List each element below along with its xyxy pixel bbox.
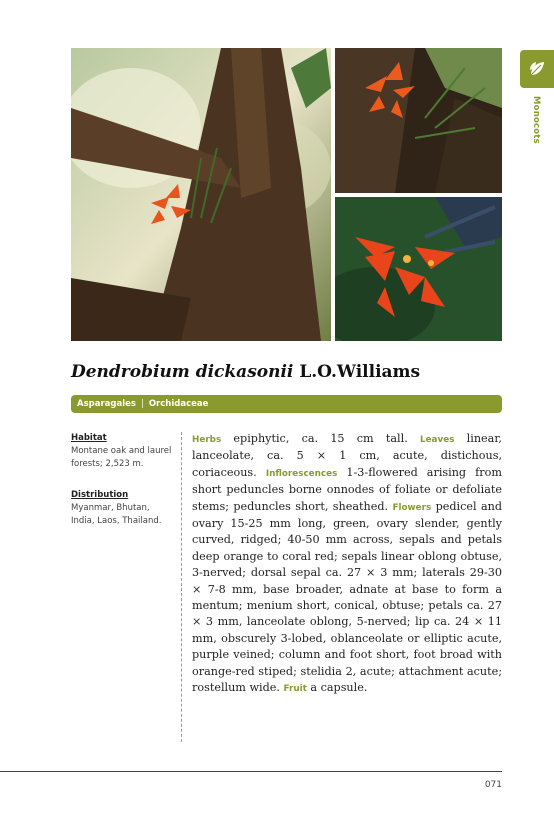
leaf-icon xyxy=(527,59,547,79)
column-divider xyxy=(181,432,182,742)
taxon-separator: | xyxy=(140,399,144,409)
info-column xyxy=(71,433,175,528)
herbs-text: epiphytic, ca. 15 cm tall. xyxy=(221,432,420,445)
fruit-text: a capsule. xyxy=(306,681,368,695)
photo-bottom-right xyxy=(335,197,502,341)
side-tab-label: Monocots xyxy=(531,96,541,144)
photo-top-right xyxy=(335,48,502,193)
leaves-label: Leaves xyxy=(419,435,455,445)
flowers-label: Flowers xyxy=(392,502,432,513)
inflorescences-text: 1-3-flowered arising from short peduncles borne onnodes of foliate or defoliate stems; peduncles short, sheathed. xyxy=(192,465,503,513)
distribution-heading: Distribution xyxy=(71,490,129,500)
leaves-text: linear, lanceolate, ca. 5 × 1 cm, acute, distichous, coriaceous. xyxy=(192,432,502,479)
taxon-family: Orchidaceae xyxy=(148,399,209,409)
flowers-text: pedicel and ovary 15-25 mm long, green, ovary slender, gently curved, ridged; 40-50 mm across, sepals and petals deep orange to coral red; sepals linear oblong obtuse, 3-nerved; dorsal sepal ca. 27 × 3 mm; laterals 29-30 × 7-8 mm, base broader, adnate at base to form a mentum; menium short, conical, obtuse; petals ca. 27 × 3 mm, lanceolate oblong, 5-nerved; lip ca. 24 × 11 mm, obscurely 3-lobed, oblanceolate or elliptic acute, purple veined; column and foot short, foot broad with orange-red stiped; stelidia 2, acute; attachment acute; rostellum wide. xyxy=(192,499,502,695)
taxonomy-bar xyxy=(71,395,502,413)
species-author: L.O.Williams xyxy=(299,362,421,382)
inflorescences-label: Inflorescences xyxy=(265,468,338,479)
page-number: 071 xyxy=(484,780,502,790)
photo-main xyxy=(71,48,331,341)
footer-rule xyxy=(0,771,502,772)
species-description xyxy=(192,431,502,698)
fruit-label: Fruit xyxy=(283,684,307,695)
herbs-label: Herbs xyxy=(192,435,222,445)
species-name: Dendrobium dickasonii xyxy=(71,362,294,382)
habitat-heading: Habitat xyxy=(71,433,107,443)
side-tab xyxy=(520,50,554,88)
distribution-text: Myanmar, Bhutan, India, Laos, Thailand. xyxy=(71,503,162,526)
species-title xyxy=(71,362,511,382)
habitat-text: Montane oak and laurel forests; 2,523 m. xyxy=(71,446,172,469)
taxon-order: Asparagales xyxy=(77,399,136,409)
